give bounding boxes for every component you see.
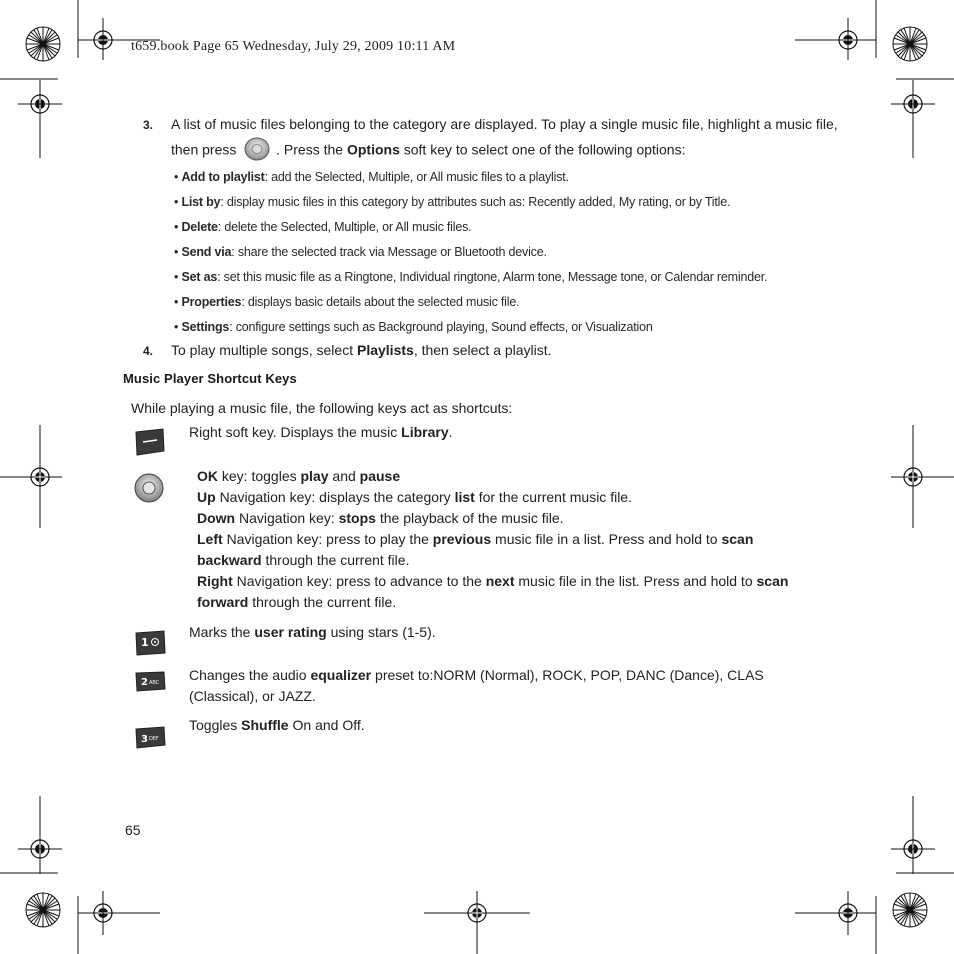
svg-text:ABC: ABC (149, 680, 160, 686)
running-head: t659.book Page 65 Wednesday, July 29, 2009 10:11 AM (131, 39, 456, 54)
key-1-desc: Marks the user rating using stars (1-5). (189, 624, 436, 640)
step-3-line-1: A list of music files belonging to the category are displayed. To play a single music file, highlight a music file, (171, 116, 838, 132)
key-2-desc: Changes the audio equalizer preset to:NORM (Normal), ROCK, POP, DANC (Dance), CLAS (Classical), or JAZZ. (189, 667, 764, 704)
key-3-desc: Toggles Shuffle On and Off. (189, 717, 365, 733)
svg-text:3: 3 (141, 734, 148, 745)
playlists-label: Playlists (356, 342, 414, 358)
step-3-line-2-end: soft key to select one of the following options: (403, 141, 686, 158)
section-intro: While playing a music file, the following keys act as shortcuts: (131, 400, 513, 416)
list-item: • List by: display music files in this category by attributes such as: Recently added, My rating, or by Title. (174, 195, 731, 209)
step-4-number: 4. (143, 344, 154, 358)
list-item: • Delete: delete the Selected, Multiple, or All music files. (174, 220, 472, 234)
options-softkey-label: Options (346, 141, 400, 158)
ok-key-desc: OK key: toggles play and pause Up Navigation key: displays the category list for the current music file. Down Navigation key: stops the playback of the music file. Left Navigation key: press to play the previous music file in a list. Press and hold to scan backward through the current file. Right Navigation key: press to advance to the next music file in the list. Press and hold to scan forward through the current file. (197, 468, 789, 610)
svg-text:1: 1 (141, 636, 149, 649)
step-3-then-press: then press (171, 141, 237, 158)
list-item: • Add to playlist: add the Selected, Multiple, or All music files to a playlist. (174, 170, 569, 184)
svg-text:DEF: DEF (149, 736, 159, 742)
list-item: • Properties: displays basic details about the selected music file. (174, 295, 520, 309)
step-4-text: To play multiple songs, select Playlists, then select a playlist. (171, 342, 552, 358)
page-number: 65 (125, 822, 141, 838)
list-item: • Settings: configure settings such as Background playing, Sound effects, or Visualization (174, 320, 653, 334)
step-3-press-the: . Press the (276, 141, 344, 158)
list-item: • Send via: share the selected track via Message or Bluetooth device. (174, 245, 547, 259)
section-heading: Music Player Shortcut Keys (123, 371, 297, 386)
step-3-number: 3. (143, 118, 154, 132)
list-item: • Set as: set this music file as a Ringtone, Individual ringtone, Alarm tone, Message tone, or Calendar reminder. (174, 270, 768, 284)
right-soft-key-desc: Right soft key. Displays the music Library. (189, 424, 453, 440)
svg-text:2: 2 (141, 677, 148, 688)
